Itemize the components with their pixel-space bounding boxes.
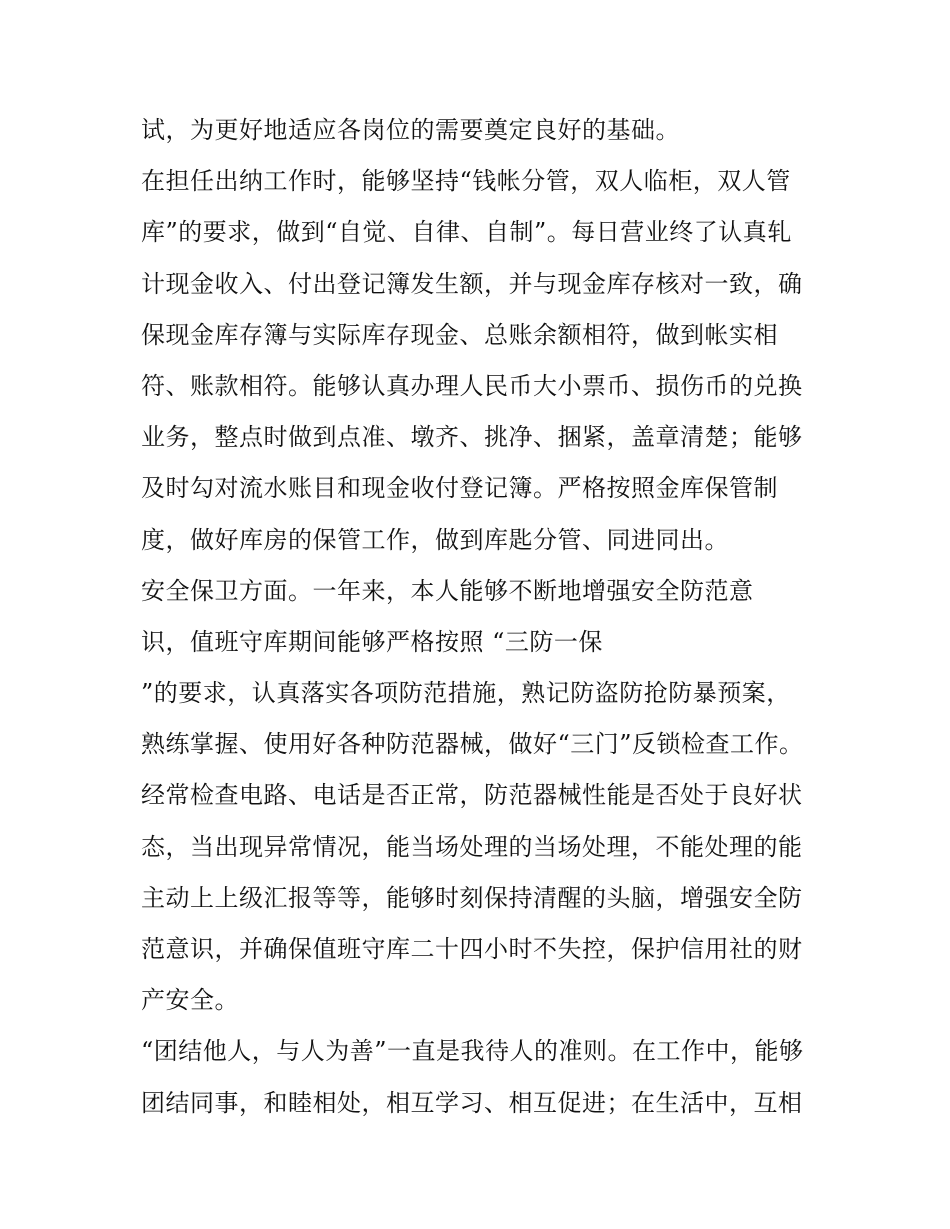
text-line: 保现金库存簿与实际库存现金、总账余额相符，做到帐实相 xyxy=(141,320,778,349)
text-line: 在担任出纳工作时，能够坚持“钱帐分管，双人临柜，双人管 xyxy=(141,167,791,196)
text-line: 态，当出现异常情况，能当场处理的当场处理，不能处理的能 xyxy=(141,832,803,861)
text-line: 度，做好库房的保管工作，做到库匙分管、同进同出。 xyxy=(141,525,729,554)
text-line: 试，为更好地适应各岗位的需要奠定良好的基础。 xyxy=(141,116,680,144)
text-line: “团结他人，与人为善”一直是我待人的准则。在工作中，能够 xyxy=(141,1037,804,1066)
text-line: 库”的要求，做到“自觉、自律、自制”。每日营业终了认真轧 xyxy=(141,218,792,247)
text-line: 经常检查电路、电话是否正常，防范器械性能是否处于良好状 xyxy=(141,781,803,810)
text-line: 识，值班守库期间能够严格按照 “三防一保 xyxy=(141,627,603,656)
text-line: 主动上上级汇报等等，能够时刻保持清醒的头脑，增强安全防 xyxy=(141,883,803,912)
body-text xyxy=(141,105,821,1129)
text-line: 团结同事，和睦相处，相互学习、相互促进；在生活中，互相 xyxy=(141,1088,803,1117)
text-line: 范意识，并确保值班守库二十四小时不失控，保护信用社的财 xyxy=(141,935,803,963)
text-line: 业务，整点时做到点准、墩齐、挑净、捆紧，盖章清楚；能够 xyxy=(141,423,803,452)
text-line: 符、账款相符。能够认真办理人民币大小票币、损伤币的兑换 xyxy=(141,371,803,400)
text-line: 计现金收入、付出登记簿发生额，并与现金库存核对一致，确 xyxy=(141,269,803,298)
text-line: 安全保卫方面。一年来，本人能够不断地增强安全防范意 xyxy=(141,576,754,605)
text-line: 熟练掌握、使用好各种防范器械，做好“三门”反锁检查工作。 xyxy=(141,730,804,759)
text-line: ”的要求，认真落实各项防范措施，熟记防盗防抢防暴预案， xyxy=(141,679,791,708)
text-line: 及时勾对流水账目和现金收付登记簿。严格按照金库保管制 xyxy=(141,474,778,503)
text-line: 产安全。 xyxy=(141,986,239,1015)
